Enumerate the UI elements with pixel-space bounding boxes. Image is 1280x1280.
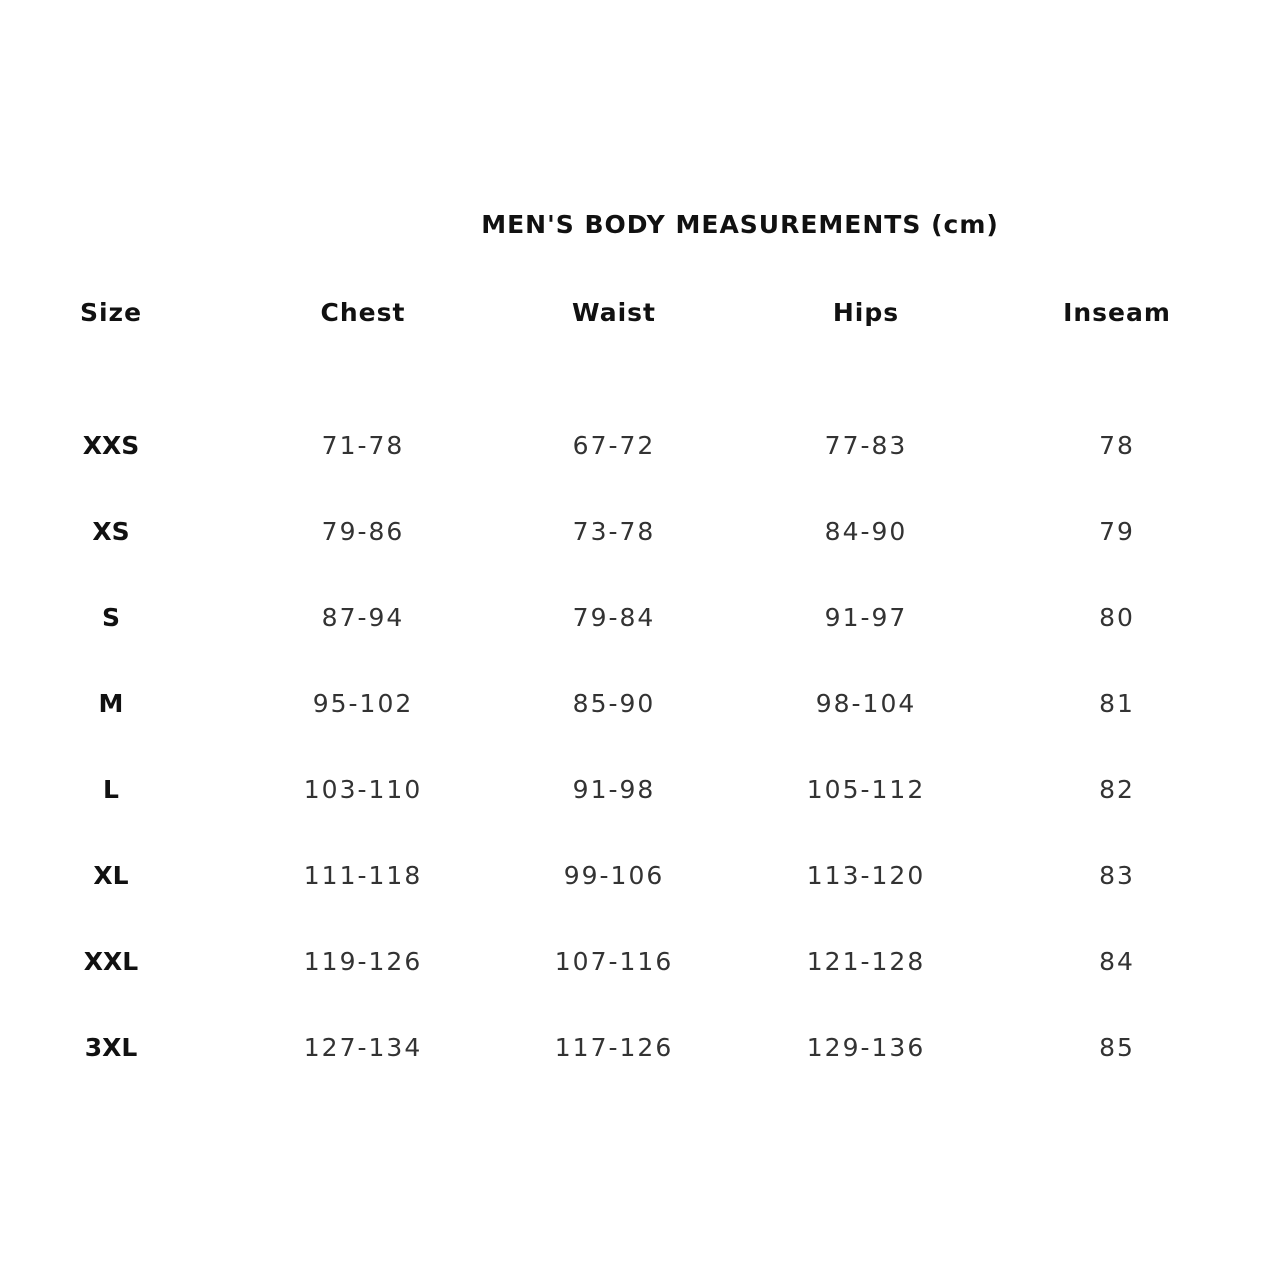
hips-value: 98-104 [815,689,917,718]
size-label: 3XL [84,1033,138,1062]
hips-value: 91-97 [824,603,908,632]
hips-value: 105-112 [806,775,926,804]
size-label: M [98,689,124,718]
waist-value: 67-72 [572,431,656,460]
inseam-value: 85 [1099,1033,1135,1062]
column-header-inseam: Inseam [1063,298,1171,327]
hips-value: 121-128 [806,947,926,976]
size-label: S [101,603,120,632]
chest-value: 95-102 [312,689,414,718]
inseam-value: 81 [1099,689,1135,718]
table-title: MEN'S BODY MEASUREMENTS (cm) [481,210,999,239]
column-header-size: Size [79,298,143,327]
waist-value: 91-98 [572,775,656,804]
column-header-hips: Hips [832,298,900,327]
waist-value: 107-116 [554,947,674,976]
chest-value: 79-86 [321,517,405,546]
waist-value: 117-126 [554,1033,674,1062]
size-label: XS [92,517,130,546]
inseam-value: 84 [1099,947,1135,976]
hips-value: 113-120 [806,861,926,890]
column-header-chest: Chest [320,298,406,327]
size-label: L [103,775,119,804]
size-label: XXL [83,947,139,976]
waist-value: 79-84 [572,603,656,632]
waist-value: 85-90 [572,689,656,718]
chest-value: 119-126 [303,947,423,976]
inseam-value: 79 [1099,517,1135,546]
size-label: XL [93,861,129,890]
chest-value: 127-134 [303,1033,423,1062]
column-header-waist: Waist [572,298,656,327]
hips-value: 77-83 [824,431,908,460]
inseam-value: 78 [1099,431,1135,460]
chest-value: 71-78 [321,431,405,460]
chest-value: 87-94 [321,603,405,632]
waist-value: 73-78 [572,517,656,546]
hips-value: 84-90 [824,517,908,546]
inseam-value: 80 [1099,603,1135,632]
hips-value: 129-136 [806,1033,926,1062]
chest-value: 103-110 [303,775,423,804]
inseam-value: 83 [1099,861,1135,890]
inseam-value: 82 [1099,775,1135,804]
waist-value: 99-106 [563,861,665,890]
size-label: XXS [82,431,140,460]
chest-value: 111-118 [303,861,423,890]
